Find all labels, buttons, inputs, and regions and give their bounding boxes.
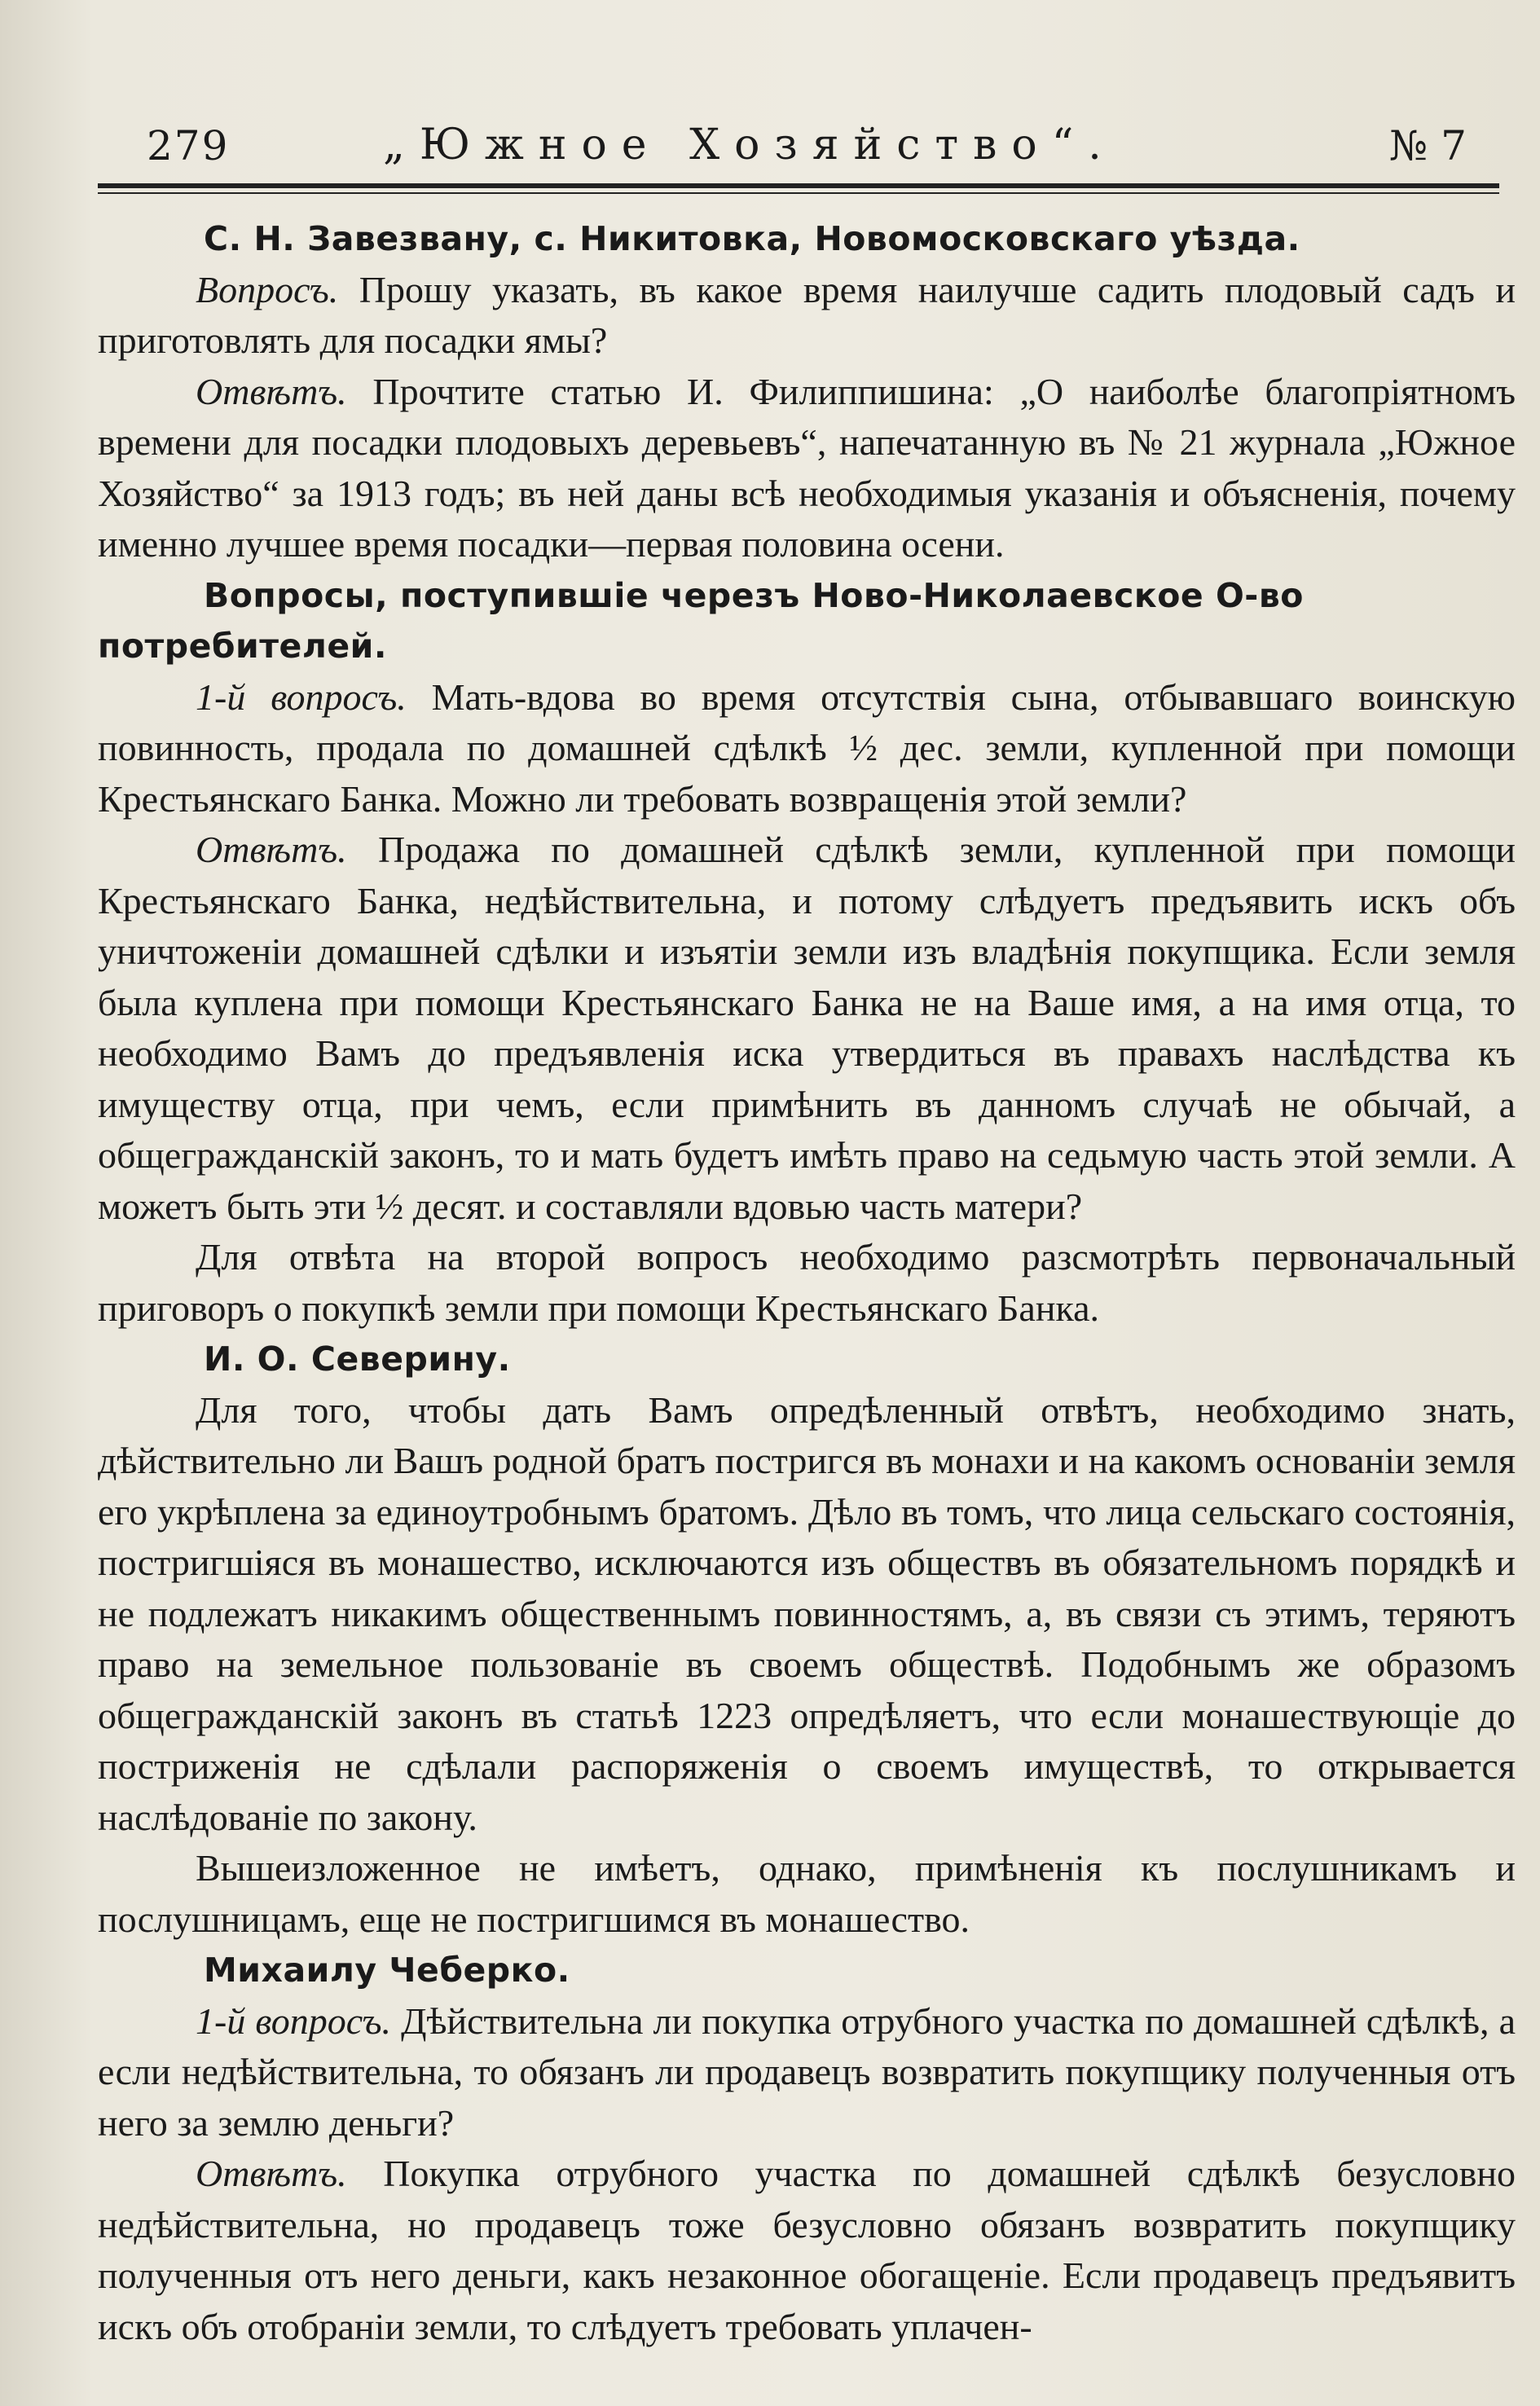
question-paragraph [98,672,1516,825]
body-paragraph [98,1385,1516,1844]
page-number: 279 [147,122,230,169]
question-label: 1-й вопросъ. [196,1999,391,2042]
body-paragraph [98,1843,1516,1945]
answer-text: Прочтите статью И. Филиппишина: „О наиболѣе благопріятномъ времени для посадки плодовыхъ деревьевъ“, напечатанную въ № 21 журнала „Южное Хозяйство“ за 1913 годъ; въ ней даны всѣ необходимыя указанія и объясненія, почему именно лучшее время посадки—первая половина осени. [98,370,1516,565]
answer-text: Продажа по домашней сдѣлкѣ земли, купленной при помощи Крестьянскаго Банка, недѣйствительна, и потому слѣдуетъ предъявить искъ объ уничтоженіи домашней сдѣлки и изъятіи земли изъ владѣнія покупщика. Если земля была куплена при помощи Крестьянскаго Банка не на Ваше имя, а на имя отца, то необходимо Вамъ до предъявленія иска утвердиться въ правахъ наслѣдства къ имуществу отца, при чемъ, если примѣнить въ данномъ случаѣ не обычай, а общегражданскій законъ, то и мать будетъ имѣть право на седьмую часть этой земли. А можетъ быть эти ½ десят. и составляли вдовью часть матери? [98,829,1516,1227]
question-label: Вопросъ. [196,268,339,310]
body-text: Вышеизложенное не имѣетъ, однако, примѣненія къ послушникамъ и послушницамъ, еще не постригшимся въ монашество. [98,1847,1516,1940]
body-text: Для того, чтобы дать Вамъ опредѣленный отвѣтъ, необходимо знать, дѣйствительно ли Вашъ родной братъ постригся въ монахи и на какомъ основаніи земля его укрѣплена за единоутробнымъ братомъ. Дѣло въ томъ, что лица сельскаго состоянія, постригшіяся въ монашество, исключаются изъ обществъ въ обязательномъ порядкѣ и не подлежатъ никакимъ общественнымъ повинностямъ, а, въ связи съ этимъ, теряютъ право на земельное пользованіе въ своемъ обществѣ. Подобнымъ же образомъ общегражданскій законъ въ статьѣ 1223 опредѣляетъ, что если монашествующіе до постриженія не сдѣлали распоряженія о своемъ имуществѣ, то открывается наслѣдованіе по закону. [98,1388,1516,1838]
issue-number: № 7 [1388,122,1467,169]
question-paragraph [98,1996,1516,2149]
journal-title: „Южное Хозяйство“. [383,121,1116,169]
page-header [147,122,1483,179]
answer-label: Отвѣтъ. [196,2153,347,2194]
addressee-heading: Михаилу Чеберко. [204,1951,570,1990]
article-body [98,213,1516,2352]
answer-label: Отвѣтъ. [196,370,347,412]
addressee-heading: С. Н. Завезвану, с. Никитовка, Новомосковскаго уѣзда. [204,219,1300,258]
answer-text: Покупка отрубного участка по домашней сдѣлкѣ безусловно недѣйствительна, но продавецъ тоже безусловно обязанъ возвратить покупщику полученныя отъ него деньги, какъ незаконное обогащеніе. Если продавецъ предъявитъ искъ объ отобраніи земли, то слѣдуетъ требовать уплачен- [98,2153,1516,2347]
question-label: 1-й вопросъ. [196,675,407,718]
body-paragraph [98,1232,1516,1334]
addressee-heading: И. О. Северину. [204,1339,511,1379]
question-text: Мать-вдова во время отсутствія сына, отбывавшаго воинскую повинность, продала по домашней сдѣлкѣ ½ дес. земли, купленной при помощи Крестьянскаго Банка. Можно ли требовать возвращенія этой земли? [98,675,1516,820]
addressee-heading: Вопросы, поступившіе черезъ Ново-Николаевское О-во потребителей. [98,575,1304,666]
body-text: Для отвѣта на второй вопросъ необходимо разсмотрѣть первоначальный приговоръ о покупкѣ земли при помощи Крестьянскаго Банка. [98,1236,1516,1329]
answer-paragraph [98,2149,1516,2352]
header-rule-thin [98,192,1499,194]
answer-label: Отвѣтъ. [196,829,347,870]
answer-paragraph [98,367,1516,570]
question-text: Дѣйствительна ли покупка отрубного участка по домашней сдѣлкѣ, а если недѣйствительна, то обязанъ ли продавецъ возвратить покупщику полученныя отъ него за землю деньги? [98,1999,1516,2144]
question-text: Прошу указать, въ какое время наилучше садить плодовый садъ и приготовлять для посадки ямы? [98,268,1516,361]
answer-paragraph [98,825,1516,1232]
header-rule-thick [98,183,1499,188]
question-paragraph [98,265,1516,367]
